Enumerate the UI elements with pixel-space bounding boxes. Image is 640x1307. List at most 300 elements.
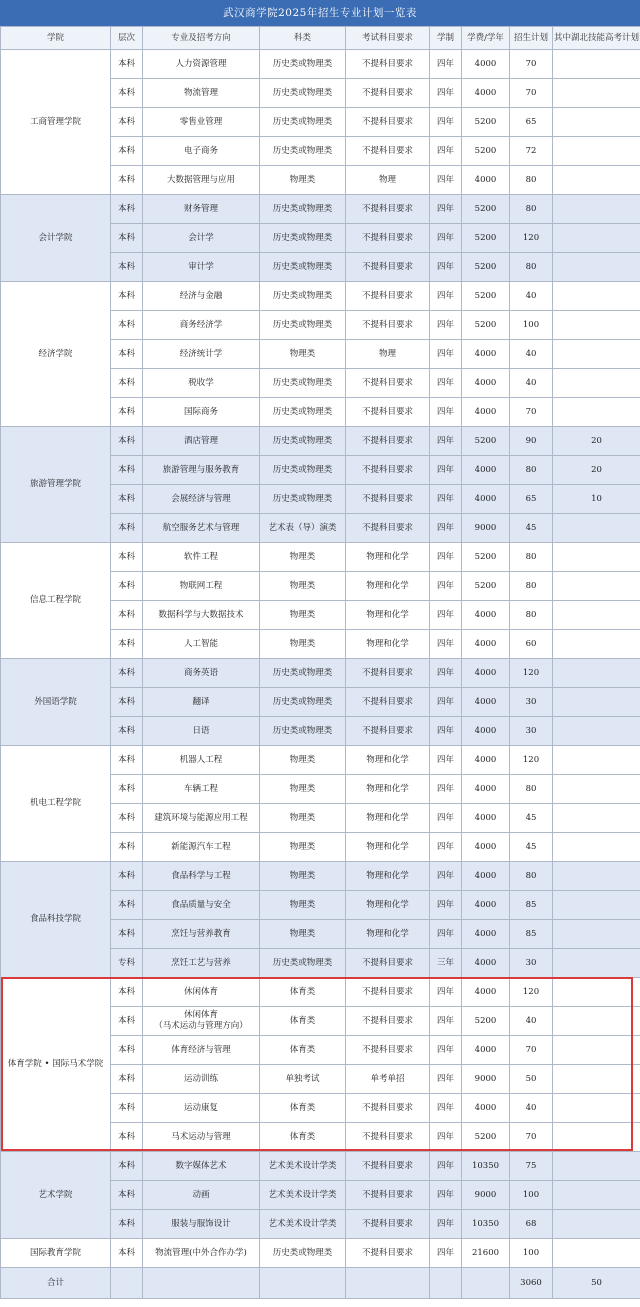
level-cell: 本科 bbox=[111, 137, 143, 166]
category-cell: 体育类 bbox=[260, 1123, 346, 1152]
empty-cell bbox=[111, 1268, 143, 1299]
major-cell: 运动训练 bbox=[143, 1065, 260, 1094]
plan-cell: 80 bbox=[510, 195, 553, 224]
duration-cell: 四年 bbox=[430, 311, 462, 340]
tuition-cell: 5200 bbox=[462, 195, 510, 224]
category-cell: 物理类 bbox=[260, 833, 346, 862]
level-cell: 本科 bbox=[111, 1123, 143, 1152]
header-tuition: 学费/学年 bbox=[462, 27, 510, 50]
level-cell: 本科 bbox=[111, 688, 143, 717]
table-row bbox=[1, 978, 640, 1007]
skill-plan-cell bbox=[553, 630, 640, 659]
level-cell: 本科 bbox=[111, 166, 143, 195]
skill-plan-cell bbox=[553, 833, 640, 862]
category-cell: 艺术美术设计学类 bbox=[260, 1152, 346, 1181]
plan-cell: 85 bbox=[510, 891, 553, 920]
plan-cell: 75 bbox=[510, 1152, 553, 1181]
major-cell: 国际商务 bbox=[143, 398, 260, 427]
duration-cell: 四年 bbox=[430, 1065, 462, 1094]
major-cell: 翻译 bbox=[143, 688, 260, 717]
plan-cell: 70 bbox=[510, 398, 553, 427]
college-cell: 国际教育学院 bbox=[1, 1239, 111, 1268]
tuition-cell: 10350 bbox=[462, 1210, 510, 1239]
duration-cell: 四年 bbox=[430, 1181, 462, 1210]
duration-cell: 四年 bbox=[430, 79, 462, 108]
duration-cell: 四年 bbox=[430, 688, 462, 717]
subjects-cell: 不提科目要求 bbox=[346, 427, 430, 456]
duration-cell: 四年 bbox=[430, 340, 462, 369]
major-cell: 税收学 bbox=[143, 369, 260, 398]
table-row bbox=[1, 282, 640, 311]
plan-cell: 100 bbox=[510, 1239, 553, 1268]
duration-cell: 四年 bbox=[430, 659, 462, 688]
skill-plan-cell bbox=[553, 311, 640, 340]
level-cell: 本科 bbox=[111, 717, 143, 746]
major-cell: 旅游管理与服务教育 bbox=[143, 456, 260, 485]
duration-cell: 四年 bbox=[430, 195, 462, 224]
skill-plan-cell bbox=[553, 398, 640, 427]
table-row bbox=[1, 543, 640, 572]
subjects-cell: 不提科目要求 bbox=[346, 137, 430, 166]
major-cell: 会计学 bbox=[143, 224, 260, 253]
plan-cell: 80 bbox=[510, 572, 553, 601]
tuition-cell: 21600 bbox=[462, 1239, 510, 1268]
plan-cell: 90 bbox=[510, 427, 553, 456]
tuition-cell: 4000 bbox=[462, 340, 510, 369]
duration-cell: 四年 bbox=[430, 630, 462, 659]
category-cell: 历史类或物理类 bbox=[260, 688, 346, 717]
category-cell: 物理类 bbox=[260, 572, 346, 601]
major-cell: 休闲体育 （马术运动与管理方向） bbox=[143, 1007, 260, 1036]
tuition-cell: 4000 bbox=[462, 50, 510, 79]
subjects-cell: 物理和化学 bbox=[346, 543, 430, 572]
subjects-cell: 物理和化学 bbox=[346, 920, 430, 949]
duration-cell: 四年 bbox=[430, 514, 462, 543]
category-cell: 物理类 bbox=[260, 166, 346, 195]
skill-plan-cell bbox=[553, 50, 640, 79]
major-cell: 马术运动与管理 bbox=[143, 1123, 260, 1152]
level-cell: 本科 bbox=[111, 920, 143, 949]
major-cell: 休闲体育 bbox=[143, 978, 260, 1007]
major-cell: 动画 bbox=[143, 1181, 260, 1210]
plan-cell: 70 bbox=[510, 1123, 553, 1152]
subjects-cell: 不提科目要求 bbox=[346, 688, 430, 717]
category-cell: 艺术表（导）演类 bbox=[260, 514, 346, 543]
subjects-cell: 不提科目要求 bbox=[346, 1123, 430, 1152]
skill-plan-cell: 20 bbox=[553, 427, 640, 456]
skill-plan-cell bbox=[553, 340, 640, 369]
header-subjects: 考试科目要求 bbox=[346, 27, 430, 50]
college-cell: 外国语学院 bbox=[1, 659, 111, 746]
skill-plan-cell bbox=[553, 369, 640, 398]
duration-cell: 四年 bbox=[430, 543, 462, 572]
level-cell: 本科 bbox=[111, 862, 143, 891]
plan-cell: 80 bbox=[510, 601, 553, 630]
skill-plan-cell: 10 bbox=[553, 485, 640, 514]
tuition-cell: 4000 bbox=[462, 485, 510, 514]
major-cell: 软件工程 bbox=[143, 543, 260, 572]
subjects-cell: 不提科目要求 bbox=[346, 311, 430, 340]
plan-cell: 68 bbox=[510, 1210, 553, 1239]
plan-cell: 120 bbox=[510, 978, 553, 1007]
subjects-cell: 不提科目要求 bbox=[346, 1181, 430, 1210]
category-cell: 艺术美术设计学类 bbox=[260, 1181, 346, 1210]
subjects-cell: 不提科目要求 bbox=[346, 398, 430, 427]
plan-cell: 100 bbox=[510, 1181, 553, 1210]
subjects-cell: 物理 bbox=[346, 166, 430, 195]
category-cell: 历史类或物理类 bbox=[260, 717, 346, 746]
category-cell: 历史类或物理类 bbox=[260, 79, 346, 108]
level-cell: 本科 bbox=[111, 1152, 143, 1181]
college-cell: 旅游管理学院 bbox=[1, 427, 111, 543]
plan-cell: 40 bbox=[510, 369, 553, 398]
skill-plan-cell bbox=[553, 1094, 640, 1123]
category-cell: 历史类或物理类 bbox=[260, 282, 346, 311]
tuition-cell: 4000 bbox=[462, 166, 510, 195]
tuition-cell: 5200 bbox=[462, 311, 510, 340]
plan-cell: 40 bbox=[510, 282, 553, 311]
duration-cell: 四年 bbox=[430, 775, 462, 804]
category-cell: 历史类或物理类 bbox=[260, 485, 346, 514]
major-cell: 机器人工程 bbox=[143, 746, 260, 775]
level-cell: 本科 bbox=[111, 659, 143, 688]
plan-cell: 80 bbox=[510, 253, 553, 282]
major-cell: 日语 bbox=[143, 717, 260, 746]
duration-cell: 四年 bbox=[430, 572, 462, 601]
category-cell: 体育类 bbox=[260, 1094, 346, 1123]
major-cell: 经济统计学 bbox=[143, 340, 260, 369]
duration-cell: 四年 bbox=[430, 1239, 462, 1268]
category-cell: 体育类 bbox=[260, 1036, 346, 1065]
college-cell: 机电工程学院 bbox=[1, 746, 111, 862]
plan-cell: 60 bbox=[510, 630, 553, 659]
level-cell: 本科 bbox=[111, 224, 143, 253]
subjects-cell: 不提科目要求 bbox=[346, 456, 430, 485]
subjects-cell: 不提科目要求 bbox=[346, 1239, 430, 1268]
category-cell: 历史类或物理类 bbox=[260, 50, 346, 79]
plan-cell: 85 bbox=[510, 920, 553, 949]
subjects-cell: 不提科目要求 bbox=[346, 79, 430, 108]
duration-cell: 四年 bbox=[430, 427, 462, 456]
tuition-cell: 4000 bbox=[462, 746, 510, 775]
header-duration: 学制 bbox=[430, 27, 462, 50]
duration-cell: 四年 bbox=[430, 1210, 462, 1239]
level-cell: 本科 bbox=[111, 1210, 143, 1239]
tuition-cell: 4000 bbox=[462, 601, 510, 630]
tuition-cell: 4000 bbox=[462, 369, 510, 398]
major-cell: 新能源汽车工程 bbox=[143, 833, 260, 862]
major-cell: 物联网工程 bbox=[143, 572, 260, 601]
subjects-cell: 物理和化学 bbox=[346, 630, 430, 659]
plan-table bbox=[0, 26, 640, 1299]
major-cell: 烹饪工艺与营养 bbox=[143, 949, 260, 978]
major-cell: 人工智能 bbox=[143, 630, 260, 659]
tuition-cell: 5200 bbox=[462, 1123, 510, 1152]
category-cell: 物理类 bbox=[260, 601, 346, 630]
duration-cell: 四年 bbox=[430, 833, 462, 862]
plan-cell: 72 bbox=[510, 137, 553, 166]
table-row bbox=[1, 1152, 640, 1181]
plan-cell: 40 bbox=[510, 1007, 553, 1036]
duration-cell: 四年 bbox=[430, 804, 462, 833]
category-cell: 单独考试 bbox=[260, 1065, 346, 1094]
college-cell: 经济学院 bbox=[1, 282, 111, 427]
table-row bbox=[1, 746, 640, 775]
table-body bbox=[1, 50, 640, 1299]
header-level: 层次 bbox=[111, 27, 143, 50]
subjects-cell: 不提科目要求 bbox=[346, 282, 430, 311]
subjects-cell: 不提科目要求 bbox=[346, 369, 430, 398]
tuition-cell: 4000 bbox=[462, 891, 510, 920]
empty-cell bbox=[462, 1268, 510, 1299]
major-cell: 审计学 bbox=[143, 253, 260, 282]
tuition-cell: 5200 bbox=[462, 572, 510, 601]
tuition-cell: 5200 bbox=[462, 427, 510, 456]
skill-plan-cell bbox=[553, 1065, 640, 1094]
category-cell: 历史类或物理类 bbox=[260, 137, 346, 166]
plan-cell: 70 bbox=[510, 79, 553, 108]
category-cell: 历史类或物理类 bbox=[260, 456, 346, 485]
duration-cell: 四年 bbox=[430, 978, 462, 1007]
major-cell: 酒店管理 bbox=[143, 427, 260, 456]
subjects-cell: 物理和化学 bbox=[346, 804, 430, 833]
level-cell: 本科 bbox=[111, 311, 143, 340]
subjects-cell: 不提科目要求 bbox=[346, 514, 430, 543]
level-cell: 本科 bbox=[111, 1007, 143, 1036]
subjects-cell: 单考单招 bbox=[346, 1065, 430, 1094]
duration-cell: 四年 bbox=[430, 1123, 462, 1152]
college-cell: 信息工程学院 bbox=[1, 543, 111, 659]
major-cell: 商务经济学 bbox=[143, 311, 260, 340]
subjects-cell: 物理和化学 bbox=[346, 862, 430, 891]
skill-plan-cell bbox=[553, 688, 640, 717]
empty-cell bbox=[143, 1268, 260, 1299]
header-major: 专业及招考方向 bbox=[143, 27, 260, 50]
level-cell: 本科 bbox=[111, 833, 143, 862]
tuition-cell: 4000 bbox=[462, 398, 510, 427]
category-cell: 历史类或物理类 bbox=[260, 311, 346, 340]
major-cell: 大数据管理与应用 bbox=[143, 166, 260, 195]
plan-cell: 80 bbox=[510, 166, 553, 195]
plan-cell: 30 bbox=[510, 688, 553, 717]
table-row bbox=[1, 50, 640, 79]
skill-plan-cell bbox=[553, 79, 640, 108]
skill-plan-cell bbox=[553, 224, 640, 253]
subjects-cell: 物理和化学 bbox=[346, 891, 430, 920]
major-cell: 数字媒体艺术 bbox=[143, 1152, 260, 1181]
category-cell: 历史类或物理类 bbox=[260, 195, 346, 224]
plan-cell: 100 bbox=[510, 311, 553, 340]
level-cell: 本科 bbox=[111, 50, 143, 79]
subjects-cell: 不提科目要求 bbox=[346, 1007, 430, 1036]
plan-cell: 70 bbox=[510, 1036, 553, 1065]
skill-plan-cell bbox=[553, 166, 640, 195]
skill-plan-cell bbox=[553, 978, 640, 1007]
level-cell: 本科 bbox=[111, 456, 143, 485]
tuition-cell: 4000 bbox=[462, 79, 510, 108]
table-row bbox=[1, 862, 640, 891]
tuition-cell: 4000 bbox=[462, 833, 510, 862]
tuition-cell: 10350 bbox=[462, 1152, 510, 1181]
tuition-cell: 4000 bbox=[462, 717, 510, 746]
plan-cell: 80 bbox=[510, 543, 553, 572]
level-cell: 本科 bbox=[111, 1239, 143, 1268]
tuition-cell: 4000 bbox=[462, 978, 510, 1007]
subjects-cell: 不提科目要求 bbox=[346, 195, 430, 224]
duration-cell: 四年 bbox=[430, 456, 462, 485]
level-cell: 本科 bbox=[111, 1036, 143, 1065]
skill-plan-cell bbox=[553, 108, 640, 137]
level-cell: 本科 bbox=[111, 369, 143, 398]
duration-cell: 四年 bbox=[430, 601, 462, 630]
major-cell: 人力资源管理 bbox=[143, 50, 260, 79]
category-cell: 历史类或物理类 bbox=[260, 253, 346, 282]
level-cell: 本科 bbox=[111, 543, 143, 572]
plan-cell: 80 bbox=[510, 456, 553, 485]
category-cell: 历史类或物理类 bbox=[260, 659, 346, 688]
tuition-cell: 5200 bbox=[462, 137, 510, 166]
plan-cell: 45 bbox=[510, 514, 553, 543]
level-cell: 本科 bbox=[111, 630, 143, 659]
skill-plan-cell bbox=[553, 891, 640, 920]
plan-cell: 45 bbox=[510, 833, 553, 862]
skill-plan-cell bbox=[553, 514, 640, 543]
duration-cell: 四年 bbox=[430, 891, 462, 920]
level-cell: 本科 bbox=[111, 108, 143, 137]
tuition-cell: 4000 bbox=[462, 659, 510, 688]
category-cell: 历史类或物理类 bbox=[260, 1239, 346, 1268]
skill-plan-cell bbox=[553, 195, 640, 224]
major-cell: 商务英语 bbox=[143, 659, 260, 688]
category-cell: 物理类 bbox=[260, 862, 346, 891]
major-cell: 建筑环境与能源应用工程 bbox=[143, 804, 260, 833]
skill-plan-cell bbox=[553, 572, 640, 601]
major-cell: 车辆工程 bbox=[143, 775, 260, 804]
major-cell: 经济与金融 bbox=[143, 282, 260, 311]
tuition-cell: 4000 bbox=[462, 630, 510, 659]
subjects-cell: 不提科目要求 bbox=[346, 978, 430, 1007]
level-cell: 本科 bbox=[111, 195, 143, 224]
plan-cell: 120 bbox=[510, 746, 553, 775]
category-cell: 历史类或物理类 bbox=[260, 949, 346, 978]
total-label: 合计 bbox=[1, 1268, 111, 1299]
skill-plan-cell bbox=[553, 717, 640, 746]
plan-cell: 65 bbox=[510, 485, 553, 514]
level-cell: 本科 bbox=[111, 601, 143, 630]
level-cell: 本科 bbox=[111, 485, 143, 514]
empty-cell bbox=[430, 1268, 462, 1299]
level-cell: 本科 bbox=[111, 1065, 143, 1094]
category-cell: 物理类 bbox=[260, 891, 346, 920]
category-cell: 物理类 bbox=[260, 746, 346, 775]
category-cell: 历史类或物理类 bbox=[260, 369, 346, 398]
level-cell: 本科 bbox=[111, 398, 143, 427]
tuition-cell: 4000 bbox=[462, 1094, 510, 1123]
category-cell: 艺术美术设计学类 bbox=[260, 1210, 346, 1239]
category-cell: 物理类 bbox=[260, 775, 346, 804]
subjects-cell: 不提科目要求 bbox=[346, 717, 430, 746]
level-cell: 本科 bbox=[111, 775, 143, 804]
subjects-cell: 物理和化学 bbox=[346, 775, 430, 804]
skill-plan-cell bbox=[553, 282, 640, 311]
level-cell: 本科 bbox=[111, 1094, 143, 1123]
duration-cell: 三年 bbox=[430, 949, 462, 978]
level-cell: 本科 bbox=[111, 427, 143, 456]
duration-cell: 四年 bbox=[430, 1094, 462, 1123]
subjects-cell: 物理和化学 bbox=[346, 601, 430, 630]
subjects-cell: 物理和化学 bbox=[346, 572, 430, 601]
category-cell: 历史类或物理类 bbox=[260, 108, 346, 137]
tuition-cell: 4000 bbox=[462, 775, 510, 804]
subjects-cell: 不提科目要求 bbox=[346, 1094, 430, 1123]
header-skill-plan: 其中湖北技能高考计划 bbox=[553, 27, 640, 50]
tuition-cell: 4000 bbox=[462, 804, 510, 833]
major-cell: 服装与服饰设计 bbox=[143, 1210, 260, 1239]
tuition-cell: 9000 bbox=[462, 1065, 510, 1094]
major-cell: 零售业管理 bbox=[143, 108, 260, 137]
table-row bbox=[1, 1239, 640, 1268]
major-cell: 物流管理(中外合作办学) bbox=[143, 1239, 260, 1268]
major-cell: 运动康复 bbox=[143, 1094, 260, 1123]
tuition-cell: 5200 bbox=[462, 224, 510, 253]
major-cell: 食品质量与安全 bbox=[143, 891, 260, 920]
subjects-cell: 物理 bbox=[346, 340, 430, 369]
skill-plan-cell bbox=[553, 775, 640, 804]
tuition-cell: 4000 bbox=[462, 949, 510, 978]
level-cell: 本科 bbox=[111, 804, 143, 833]
plan-cell: 80 bbox=[510, 775, 553, 804]
skill-plan-cell bbox=[553, 1181, 640, 1210]
major-cell: 体育经济与管理 bbox=[143, 1036, 260, 1065]
duration-cell: 四年 bbox=[430, 50, 462, 79]
plan-cell: 50 bbox=[510, 1065, 553, 1094]
subjects-cell: 不提科目要求 bbox=[346, 1152, 430, 1181]
duration-cell: 四年 bbox=[430, 253, 462, 282]
skill-plan-cell bbox=[553, 746, 640, 775]
major-cell: 航空服务艺术与管理 bbox=[143, 514, 260, 543]
category-cell: 物理类 bbox=[260, 340, 346, 369]
duration-cell: 四年 bbox=[430, 398, 462, 427]
subjects-cell: 不提科目要求 bbox=[346, 949, 430, 978]
duration-cell: 四年 bbox=[430, 746, 462, 775]
tuition-cell: 4000 bbox=[462, 862, 510, 891]
subjects-cell: 不提科目要求 bbox=[346, 253, 430, 282]
empty-cell bbox=[346, 1268, 430, 1299]
skill-plan-cell bbox=[553, 949, 640, 978]
major-cell: 电子商务 bbox=[143, 137, 260, 166]
plan-cell: 40 bbox=[510, 340, 553, 369]
plan-cell: 80 bbox=[510, 862, 553, 891]
skill-plan-cell bbox=[553, 862, 640, 891]
major-cell: 物流管理 bbox=[143, 79, 260, 108]
skill-plan-cell bbox=[553, 1036, 640, 1065]
total-plan: 3060 bbox=[510, 1268, 553, 1299]
tuition-cell: 9000 bbox=[462, 514, 510, 543]
tuition-cell: 5200 bbox=[462, 282, 510, 311]
duration-cell: 四年 bbox=[430, 485, 462, 514]
tuition-cell: 5200 bbox=[462, 253, 510, 282]
duration-cell: 四年 bbox=[430, 920, 462, 949]
category-cell: 历史类或物理类 bbox=[260, 224, 346, 253]
plan-cell: 120 bbox=[510, 659, 553, 688]
skill-plan-cell bbox=[553, 920, 640, 949]
college-cell: 艺术学院 bbox=[1, 1152, 111, 1239]
skill-plan-cell bbox=[553, 1152, 640, 1181]
duration-cell: 四年 bbox=[430, 1007, 462, 1036]
table-row bbox=[1, 195, 640, 224]
duration-cell: 四年 bbox=[430, 137, 462, 166]
tuition-cell: 5200 bbox=[462, 543, 510, 572]
